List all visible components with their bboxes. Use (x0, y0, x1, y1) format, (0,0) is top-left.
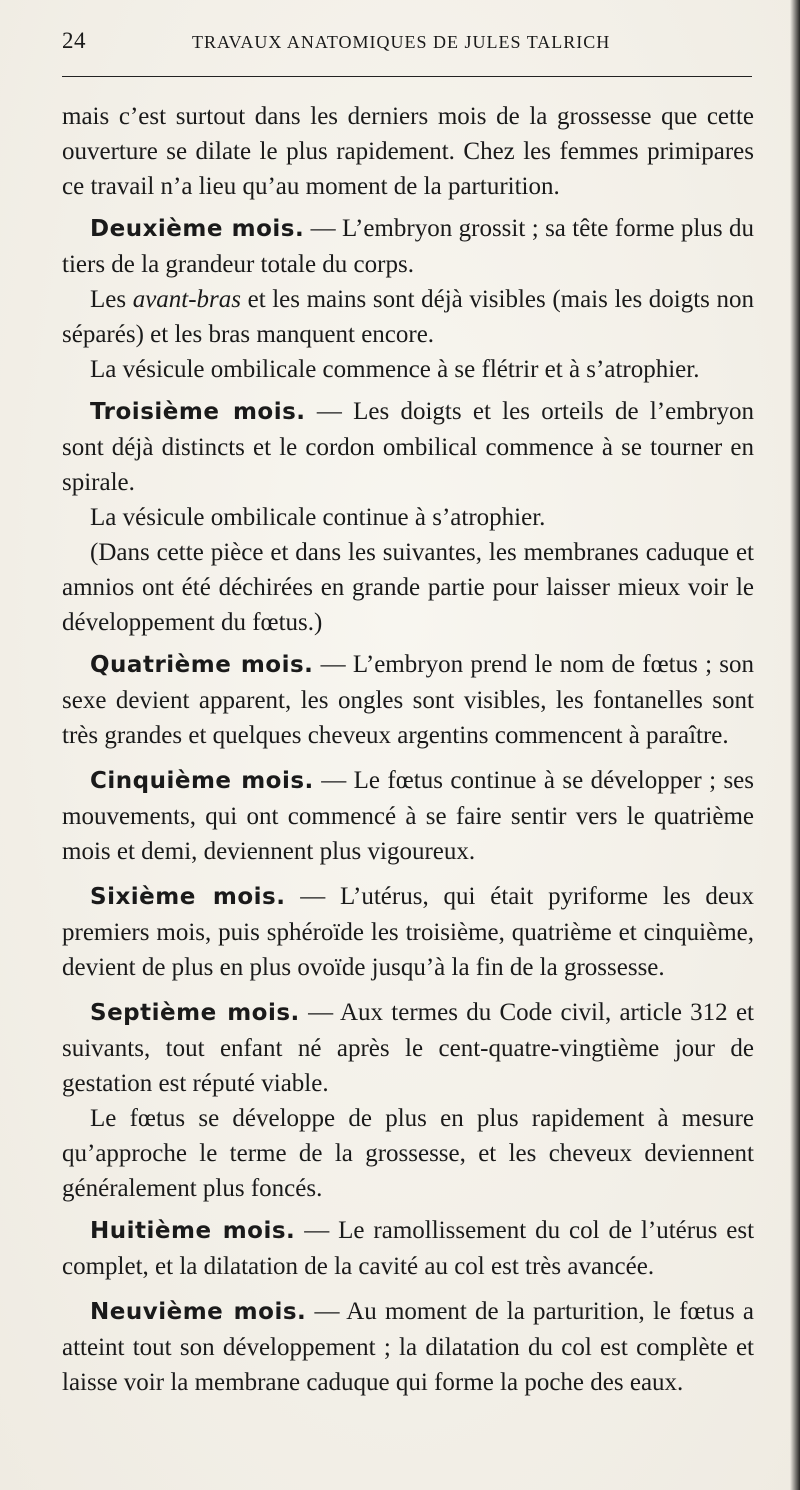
section-title: Neuvième mois. (90, 1299, 307, 1325)
section-title: Sixième mois. (90, 884, 286, 910)
section-quatrieme-mois (62, 647, 754, 753)
section-lead-paragraph (62, 1294, 754, 1400)
section-title: Deuxième mois. (90, 216, 305, 242)
section-title: Troisième mois. (90, 399, 306, 425)
section-neuvieme-mois (62, 1294, 754, 1400)
paragraph-text: La vésicule ombilicale continue à s’atrophier. (90, 504, 546, 531)
page-number: 24 (62, 28, 86, 53)
body-text (62, 99, 754, 1400)
section-lead-text: — L’embryon grossit ; sa tête forme plus du tiers de la grandeur totale du corps. (62, 215, 754, 278)
section-lead-text: — Les doigts et les orteils de l’embryon sont déjà distincts et le cordon ombilical commence à se tourner en spirale. (62, 398, 755, 496)
section-lead-text: — L’embryon prend le nom de fœtus ; son sexe devient apparent, les ongles sont visibles, les fontanelles sont très grandes et quelques cheveux argentins commencent à paraître. (62, 651, 755, 749)
section-huitieme-mois (62, 1213, 754, 1284)
section-lead-paragraph (62, 1213, 754, 1284)
section-title: Septième mois. (90, 1000, 300, 1026)
section-paragraph (62, 282, 754, 352)
paragraph-text: (Dans cette pièce et dans les suivantes, les membranes caduque et amnios ont été déchirées en grande partie pour laisser mieux voir le développement du fœtus.) (62, 539, 754, 636)
section-lead-paragraph (62, 995, 754, 1101)
section-lead-paragraph (62, 211, 754, 282)
section-lead-paragraph (62, 879, 754, 985)
section-lead-paragraph (62, 647, 754, 753)
section-deuxieme-mois (62, 211, 754, 387)
paragraph-text: Le fœtus se développe de plus en plus rapidement à mesure qu’approche le terme de la grossesse, et les cheveux deviennent généralement plus foncés. (62, 1105, 754, 1202)
section-lead-text: — Le fœtus continue à se développer ; ses mouvements, qui ont commencé à se faire sentir vers le quatrième mois et demi, deviennent plus vigoureux. (62, 767, 755, 865)
paragraph-text: et les mains sont déjà visibles (mais les doigts non séparés) et les bras manquent encore. (62, 286, 754, 348)
paragraph-text: La vésicule ombilicale commence à se flétrir et à s’atrophier. (90, 356, 700, 383)
section-lead-text: — Le ramollissement du col de l’utérus est complet, et la dilatation de la cavité au col est très avancée. (62, 1217, 755, 1280)
section-title: Cinquième mois. (90, 768, 314, 794)
paragraph-text: Les (90, 286, 133, 313)
section-septieme-mois (62, 995, 754, 1206)
page-header (62, 28, 756, 62)
italic-term: avant-bras (132, 286, 242, 313)
section-paragraph (62, 500, 754, 535)
section-lead-text: — L’utérus, qui était pyriforme les deux premiers mois, puis sphéroïde les troisième, quatrième et cinquième, devient de plus en plus ovoïde jusqu’à la fin de la grossesse. (62, 883, 754, 981)
section-lead-paragraph (62, 763, 754, 869)
header-rule (62, 76, 752, 77)
page-edge-shadow (790, 0, 800, 1490)
running-head: TRAVAUX ANATOMIQUES DE JULES TALRICH (192, 32, 611, 52)
section-title: Quatrième mois. (90, 652, 314, 678)
section-troisieme-mois (62, 394, 754, 640)
section-sixieme-mois (62, 879, 754, 985)
section-lead-text: — Aux termes du Code civil, article 312 et suivants, tout enfant né après le cent-quatre-vingtième jour de gestation est réputé viable. (62, 999, 754, 1097)
section-paragraph (62, 1101, 754, 1206)
section-lead-paragraph (62, 394, 754, 500)
section-paragraph (62, 352, 754, 387)
section-cinquieme-mois (62, 763, 754, 869)
section-title: Huitième mois. (90, 1218, 296, 1244)
intro-paragraph: mais c’est surtout dans les derniers mois de la grossesse que cette ouverture se dilate le plus rapidement. Chez les femmes primipares ce travail n’a lieu qu’au moment de la parturition. (62, 103, 754, 200)
section-paragraph (62, 535, 754, 640)
section-lead-text: — Au moment de la parturition, le fœtus a atteint tout son développement ; la dilatation du col est complète et laisse voir la membrane caduque qui forme la poche des eaux. (62, 1298, 754, 1396)
